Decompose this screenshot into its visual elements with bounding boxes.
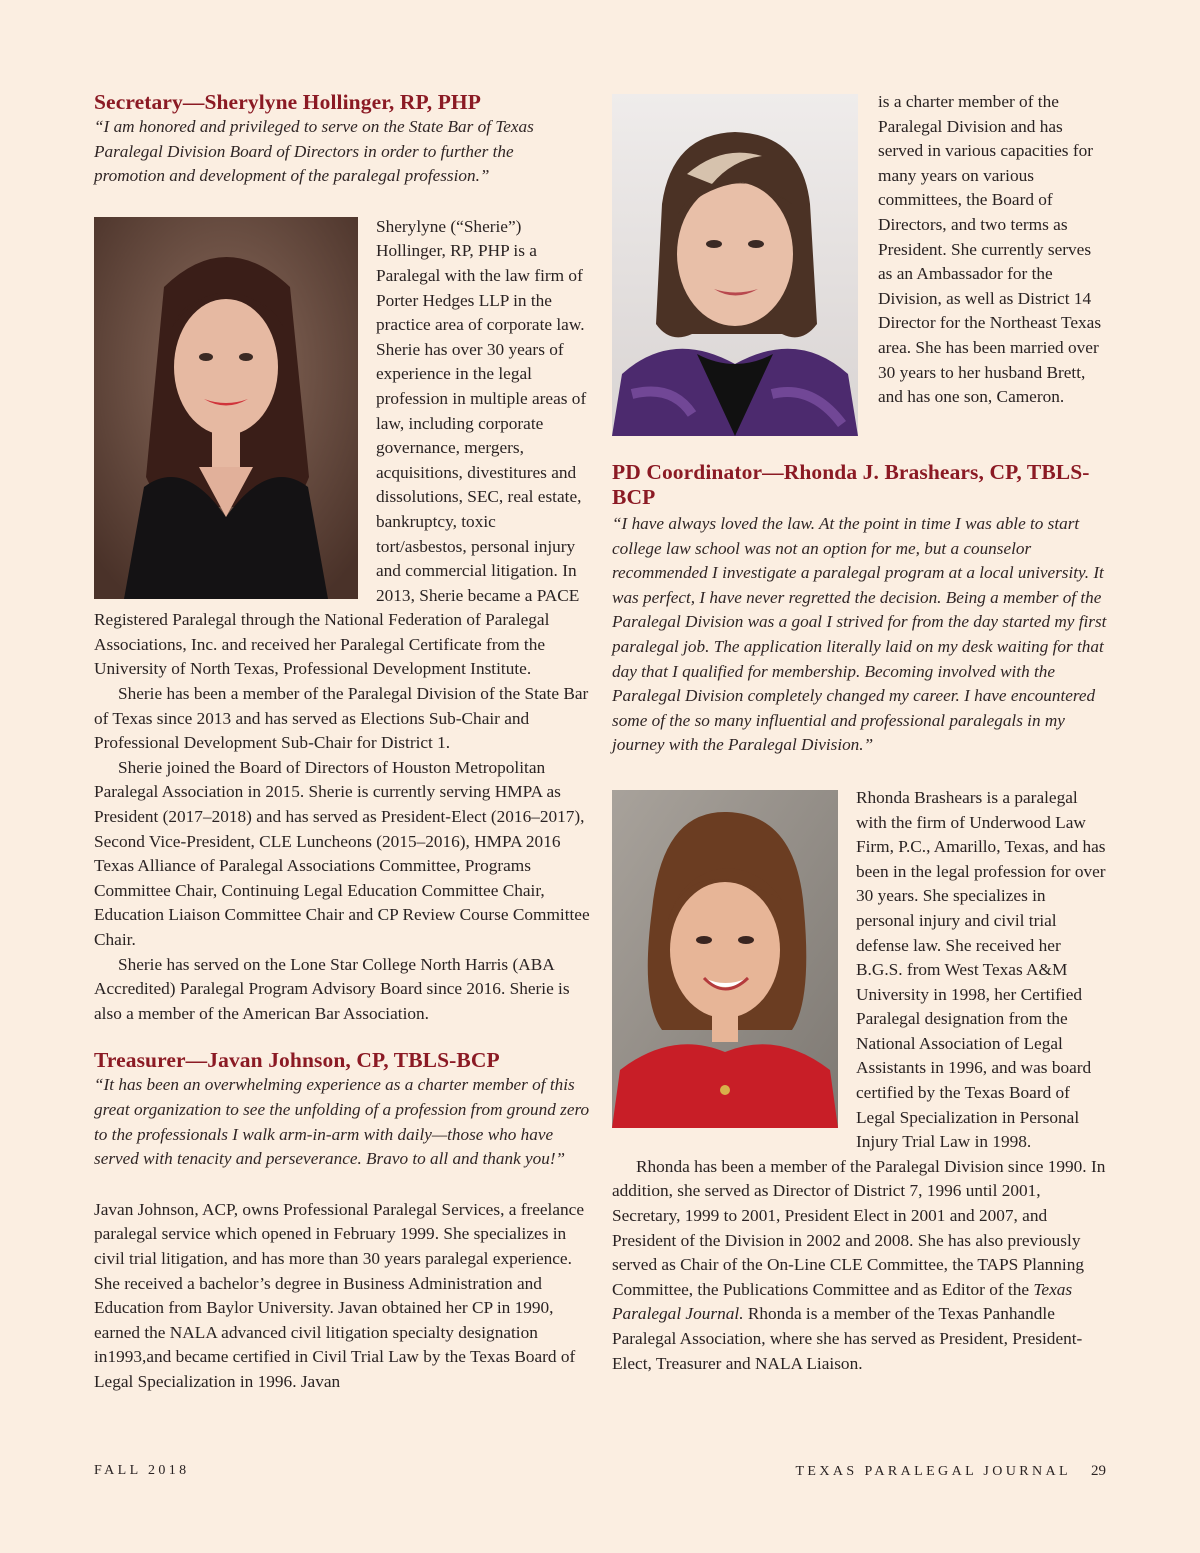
pd-coordinator-para2: Rhonda has been a member of the Paralegal Division since 1990. In addition, she served as Director of District 7, 1996 until 2001, Secretary, 1999 to 2001, President Elect in 2001 and 2007, and President of the Division in 2002 and 2008. She has also previously served as Chair of the On-Line CLE Committee, the TAPS Planning Committee, the Publications Committee and as Editor of the Texas Paralegal Journal. Rhonda is a member of the Texas Panhandle Paralegal Association, where she has served as President, President-Elect, Treasurer and NALA Liaison.	[612, 1156, 1106, 1373]
treasurer-quote: “It has been an overwhelming experience as a charter member of this great organization to see the unfolding of a profession from ground zero to the professionals I walk arm-in-arm with daily—those who have served with tenacity and perseverance. Bravo to all and thank you!”	[94, 1075, 590, 1169]
right-column	[612, 94, 1108, 1376]
pd-coordinator-bio: Rhonda Brashears is a paralegal with the firm of Underwood Law Firm, P.C., Amarillo, Texas, and has been in the legal profession for over 30 years. She specializes in personal injury and civil trial defense law. She received her B.G.S. from West Texas A&M University in 1998, her Certified Paralegal designation from the National Association of Legal Assistants in 1996, and was board certified by the Texas Board of Legal Specialization in Personal Injury Trial Law in 1998.	[856, 787, 1106, 1152]
footer-issue: FALL 2018	[94, 1463, 190, 1478]
left-column	[94, 90, 590, 1395]
pd-coordinator-heading: PD Coordinator—Rhonda J. Brashears, CP, TBLS-BCP	[612, 460, 1090, 509]
footer-journal: TEXAS PARALEGAL JOURNAL 29	[795, 1463, 1106, 1479]
secretary-para4: Sherie has served on the Lone Star College North Harris (ABA Accredited) Paralegal Program Advisory Board since 2016. Sherie is also a member of the American Bar Association.	[94, 954, 570, 1023]
page-number: 29	[1091, 1463, 1106, 1479]
rhonda-brashears-photo	[612, 790, 838, 1128]
treasurer-heading: Treasurer—Javan Johnson, CP, TBLS-BCP	[94, 1048, 500, 1073]
secretary-bio: Sherylyne (“Sherie”) Hollinger, RP, PHP is a Paralegal with the law firm of Porter Hedges LLP in the practice area of corporate law. Sherie has over 30 years of experience in the legal profession in multiple areas of law, including corporate governance, mergers, acquisitions, divestitures and dissolutions, SEC, real estate, bankruptcy, toxic tort/asbestos, personal injury and commercial litigation. In 2013, Sherie became a PACE Registered Paralegal through the National Federation of Paralegal Associations, Inc. and received her Paralegal Certificate from the University of North Texas, Professional Development Institute.	[94, 216, 587, 679]
sherylyne-hollinger-photo	[94, 217, 358, 599]
secretary-para2: Sherie has been a member of the Paralegal Division of the State Bar of Texas since 2013 and has served as Elections Sub-Chair and Professional Development Sub-Chair for District 1.	[94, 684, 589, 753]
pd-coordinator-quote: “I have always loved the law. At the point in time I was able to start college law school was not an option for me, but a counselor recommended I investigate a paralegal program at a local university. It was perfect, I have never regretted the decision. Being a member of the Paralegal Division was a goal I strived for from the day started my first paralegal job. The application literally laid on my desk waiting for that day that I qualified for membership. Becoming involved with the Paralegal Division completely changed my career. I have encountered some of the so many influential and professional paralegals in my journey with the Paralegal Division.”	[612, 514, 1107, 755]
treasurer-bio: Javan Johnson, ACP, owns Professional Paralegal Services, a freelance paralegal service which opened in February 1999. She specializes in civil trial litigation, and has more than 30 years paralegal experience. She received a bachelor’s degree in Business Administration and Education from Baylor University. Javan obtained her CP in 1990, earned the NALA advanced civil litigation specialty designation in1993,and became certified in Civil Trial Law by the Texas Board of Legal Specialization in 1996. Javan	[94, 1199, 584, 1391]
secretary-heading: Secretary—Sherylyne Hollinger, RP, PHP	[94, 90, 481, 114]
treasurer-bio-continued: is a charter member of the Paralegal Division and has served in various capacities for many years on various committees, the Board of Directors, and two terms as President. She currently serves as an Ambassador for the Division, as well as District 14 Director for the Northeast Texas area. She has been married over 30 years to her husband Brett, and has one son, Cameron.	[878, 92, 1102, 407]
secretary-quote: “I am honored and privileged to serve on the State Bar of Texas Paralegal Division Board of Directors in order to further the promotion and development of the paralegal profession.”	[94, 117, 534, 186]
secretary-para3: Sherie joined the Board of Directors of Houston Metropolitan Paralegal Association in 2015. Sherie is currently serving HMPA as President (2017–2018) and has served as President-Elect (2016–2017), Second Vice-President, CLE Luncheons (2015–2016), HMPA 2016 Texas Alliance of Paralegal Associations Committee, Programs Committee Chair, Continuing Legal Education Committee Chair, Education Liaison Committee Chair and CP Review Course Committee Chair.	[94, 757, 590, 949]
journal-title: Texas Paralegal Journal.	[612, 1279, 1073, 1324]
javan-johnson-photo	[612, 94, 858, 436]
